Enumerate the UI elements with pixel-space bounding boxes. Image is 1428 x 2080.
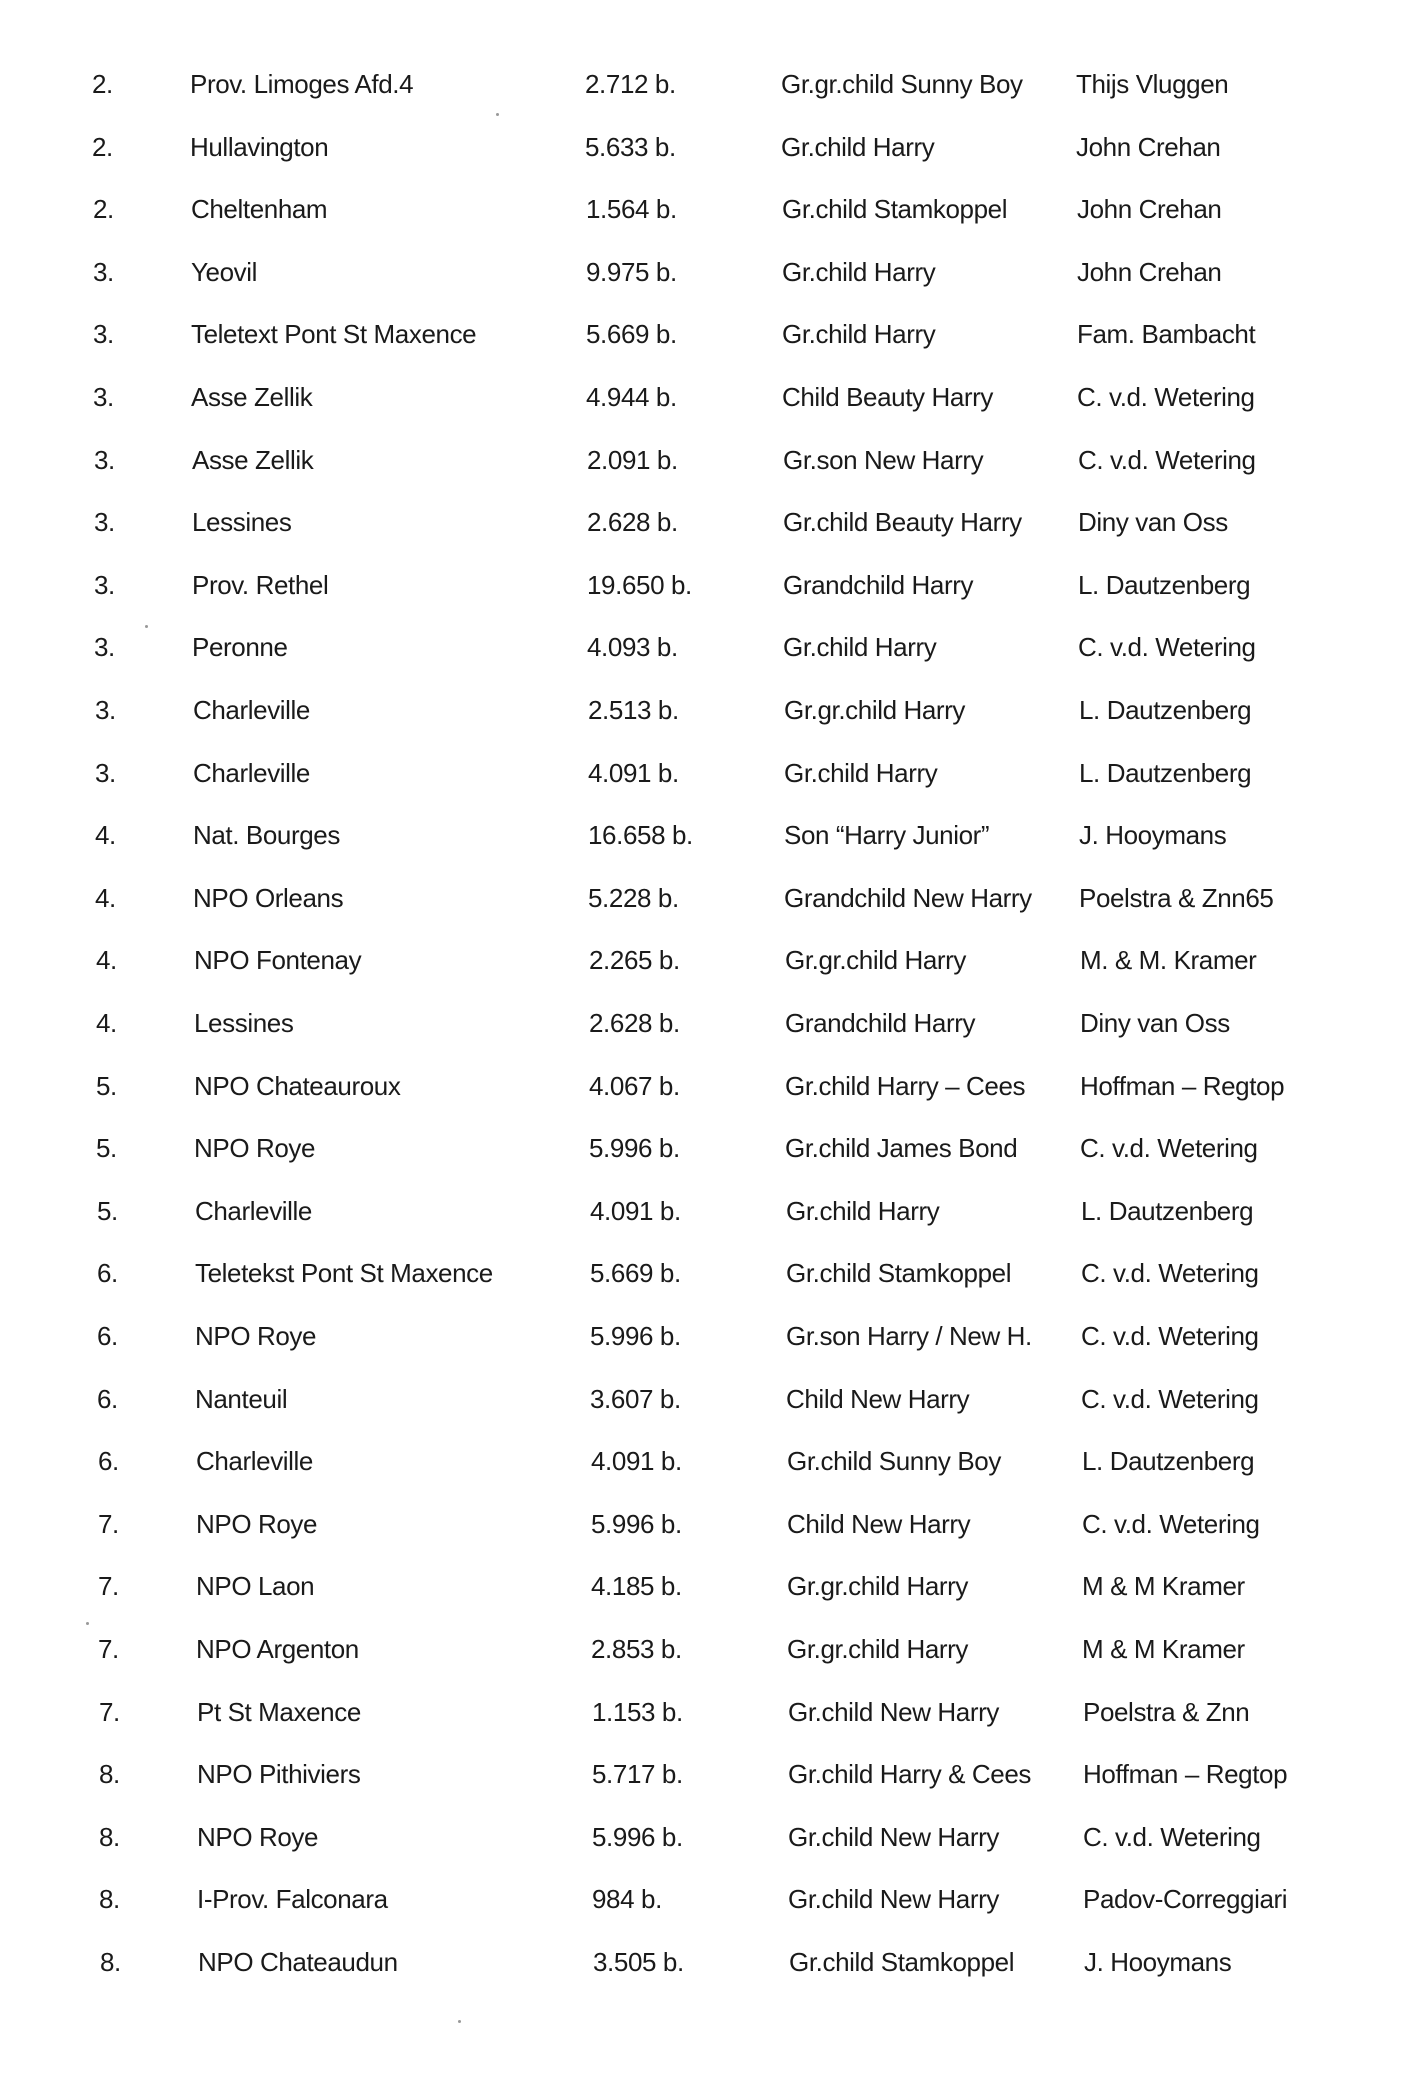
rank-cell: 8. [99,1884,120,1915]
location-cell: Lessines [192,507,292,538]
result-row [0,1128,1428,1168]
scan-speck [86,1622,89,1625]
location-cell: NPO Roye [196,1508,318,1539]
rank-cell: 5. [96,1133,117,1164]
pigeon-description-cell: Grandchild Harry [785,1008,976,1038]
pigeon-description-cell: Gr.child Harry [786,1195,940,1226]
result-row [0,1629,1428,1669]
location-cell: NPO Roye [197,1821,319,1852]
pigeon-description-cell: Gr.gr.child Sunny Boy [781,69,1023,99]
result-row [0,1191,1428,1231]
pigeon-description-cell: Child New Harry [787,1508,971,1539]
pigeon-description-cell: Gr.gr.child Harry [787,1571,969,1602]
birds-count-cell: 5.669 b. [590,1258,681,1289]
rank-cell: 7. [98,1571,119,1602]
result-row [0,440,1428,480]
owner-cell: L. Dautzenberg [1079,695,1252,725]
result-row [0,565,1428,605]
location-cell: Charleville [193,695,310,725]
owner-cell: C. v.d. Wetering [1081,1321,1259,1351]
location-cell: NPO Chateaudun [198,1947,398,1977]
rank-cell: 3. [94,444,115,475]
pigeon-description-cell: Gr.child Beauty Harry [783,507,1022,538]
rank-cell: 8. [99,1759,120,1790]
rank-cell: 3. [93,382,114,412]
birds-count-cell: 4.091 b. [590,1195,681,1226]
birds-count-cell: 4.944 b. [586,382,677,412]
pigeon-description-cell: Gr.child Harry [782,319,936,350]
result-row [0,189,1428,229]
pigeon-description-cell: Gr.child New Harry [788,1696,999,1727]
rank-cell: 4. [95,820,116,851]
location-cell: NPO Roye [195,1321,317,1351]
location-cell: Hullavington [190,131,329,162]
owner-cell: John Crehan [1076,131,1221,162]
owner-cell: C. v.d. Wetering [1078,444,1256,475]
birds-count-cell: 4.067 b. [589,1070,680,1101]
pigeon-description-cell: Gr.child Harry [783,632,937,663]
pigeon-description-cell: Gr.child Harry – Cees [785,1070,1026,1101]
birds-count-cell: 4.185 b. [591,1571,682,1602]
owner-cell: Diny van Oss [1080,1008,1230,1038]
rank-cell: 5. [96,1070,117,1101]
owner-cell: Padov-Correggiari [1083,1884,1288,1915]
birds-count-cell: 5.996 b. [589,1133,680,1164]
location-cell: NPO Argenton [196,1634,359,1664]
location-cell: Nanteuil [195,1383,288,1414]
pigeon-description-cell: Son “Harry Junior” [784,820,990,851]
rank-cell: 4. [95,882,116,913]
pigeon-description-cell: Gr.child New Harry [788,1821,999,1852]
pigeon-description-cell: Gr.child Harry [782,256,936,287]
rank-cell: 8. [100,1947,121,1977]
birds-count-cell: 5.996 b. [590,1321,681,1351]
location-cell: NPO Pithiviers [197,1759,361,1790]
pigeon-description-cell: Grandchild Harry [783,569,974,600]
result-row [0,815,1428,855]
result-row [0,1379,1428,1419]
rank-cell: 7. [98,1508,119,1539]
location-cell: NPO Laon [196,1571,315,1602]
result-row [0,1003,1428,1043]
rank-cell: 3. [93,319,114,350]
birds-count-cell: 5.996 b. [591,1508,682,1539]
birds-count-cell: 1.564 b. [586,194,677,225]
result-row [0,1253,1428,1293]
owner-cell: M & M Kramer [1082,1571,1245,1602]
owner-cell: L. Dautzenberg [1081,1195,1254,1226]
rank-cell: 6. [97,1321,118,1351]
birds-count-cell: 5.996 b. [592,1821,683,1852]
birds-count-cell: 5.633 b. [585,131,676,162]
location-cell: Teletekst Pont St Maxence [195,1258,493,1289]
result-row [0,878,1428,918]
location-cell: I-Prov. Falconara [197,1884,388,1915]
birds-count-cell: 5.717 b. [592,1759,683,1790]
pigeon-description-cell: Gr.child James Bond [785,1133,1018,1164]
birds-count-cell: 16.658 b. [588,820,693,851]
rank-cell: 3. [94,632,115,663]
owner-cell: C. v.d. Wetering [1081,1383,1259,1414]
result-row [0,753,1428,793]
owner-cell: C. v.d. Wetering [1081,1258,1259,1289]
owner-cell: C. v.d. Wetering [1078,632,1256,663]
birds-count-cell: 2.265 b. [589,945,680,976]
result-row [0,1066,1428,1106]
scan-speck [496,113,499,116]
result-row [0,1504,1428,1544]
location-cell: Prov. Limoges Afd.4 [190,69,414,99]
result-row [0,1316,1428,1356]
location-cell: Charleville [193,757,310,788]
rank-cell: 3. [94,569,115,600]
birds-count-cell: 3.505 b. [593,1947,684,1977]
location-cell: NPO Orleans [193,882,344,913]
owner-cell: Thijs Vluggen [1076,69,1229,99]
result-row [0,377,1428,417]
location-cell: Asse Zellik [192,444,314,475]
owner-cell: L. Dautzenberg [1078,569,1251,600]
location-cell: NPO Roye [194,1133,316,1164]
pigeon-description-cell: Gr.child Sunny Boy [787,1446,1001,1477]
birds-count-cell: 2.853 b. [591,1634,682,1664]
location-cell: Charleville [196,1446,313,1477]
rank-cell: 3. [93,256,114,287]
rank-cell: 3. [95,695,116,725]
pigeon-description-cell: Gr.gr.child Harry [785,945,967,976]
location-cell: Asse Zellik [191,382,313,412]
rank-cell: 5. [97,1195,118,1226]
result-row [0,690,1428,730]
owner-cell: M & M Kramer [1082,1634,1245,1664]
birds-count-cell: 2.513 b. [588,695,679,725]
scan-speck [145,625,148,628]
rank-cell: 2. [92,69,113,99]
pigeon-description-cell: Gr.child Stamkoppel [786,1258,1012,1289]
owner-cell: Hoffman – Regtop [1083,1759,1288,1790]
result-row [0,502,1428,542]
result-row [0,940,1428,980]
pigeon-description-cell: Gr.child Stamkoppel [789,1947,1015,1977]
location-cell: Pt St Maxence [197,1696,361,1727]
pigeon-description-cell: Child New Harry [786,1383,970,1414]
birds-count-cell: 2.628 b. [587,507,678,538]
owner-cell: Poelstra & Znn65 [1079,882,1274,913]
result-row [0,1879,1428,1919]
rank-cell: 4. [96,945,117,976]
rank-cell: 7. [98,1634,119,1664]
pigeon-description-cell: Gr.son New Harry [783,444,984,475]
rank-cell: 2. [92,131,113,162]
rank-cell: 3. [95,757,116,788]
location-cell: Charleville [195,1195,312,1226]
result-row [0,1754,1428,1794]
rank-cell: 6. [97,1258,118,1289]
birds-count-cell: 5.669 b. [586,319,677,350]
owner-cell: Hoffman – Regtop [1080,1070,1285,1101]
location-cell: Cheltenham [191,194,328,225]
birds-count-cell: 5.228 b. [588,882,679,913]
pigeon-description-cell: Gr.child Harry [781,131,935,162]
rank-cell: 4. [96,1008,117,1038]
pigeon-description-cell: Gr.child Harry [784,757,938,788]
location-cell: NPO Chateauroux [194,1070,401,1101]
owner-cell: John Crehan [1077,256,1222,287]
result-row [0,627,1428,667]
location-cell: Teletext Pont St Maxence [191,319,477,350]
birds-count-cell: 2.091 b. [587,444,678,475]
result-row [0,1942,1428,1982]
birds-count-cell: 9.975 b. [586,256,677,287]
location-cell: Lessines [194,1008,294,1038]
pigeon-description-cell: Gr.child Harry & Cees [788,1759,1032,1790]
result-row [0,1692,1428,1732]
location-cell: Prov. Rethel [192,569,329,600]
owner-cell: L. Dautzenberg [1082,1446,1255,1477]
birds-count-cell: 2.628 b. [589,1008,680,1038]
result-row [0,252,1428,292]
birds-count-cell: 984 b. [592,1884,662,1915]
scan-speck [458,2020,461,2023]
location-cell: Yeovil [191,256,258,287]
pigeon-description-cell: Gr.son Harry / New H. [786,1321,1032,1351]
pigeon-description-cell: Gr.gr.child Harry [787,1634,969,1664]
result-row [0,64,1428,104]
result-row [0,127,1428,167]
owner-cell: Poelstra & Znn [1083,1696,1250,1727]
birds-count-cell: 1.153 b. [592,1696,683,1727]
rank-cell: 6. [97,1383,118,1414]
owner-cell: John Crehan [1077,194,1222,225]
pigeon-description-cell: Gr.gr.child Harry [784,695,966,725]
result-row [0,314,1428,354]
rank-cell: 3. [94,507,115,538]
owner-cell: Fam. Bambacht [1077,319,1256,350]
pigeon-description-cell: Gr.child Stamkoppel [782,194,1008,225]
birds-count-cell: 3.607 b. [590,1383,681,1414]
rank-cell: 2. [93,194,114,225]
rank-cell: 7. [99,1696,120,1727]
pigeon-description-cell: Child Beauty Harry [782,382,993,412]
owner-cell: J. Hooymans [1079,820,1227,851]
owner-cell: C. v.d. Wetering [1080,1133,1258,1164]
birds-count-cell: 4.091 b. [588,757,679,788]
owner-cell: C. v.d. Wetering [1083,1821,1261,1852]
pigeon-description-cell: Grandchild New Harry [784,882,1032,913]
result-row [0,1566,1428,1606]
result-row [0,1441,1428,1481]
birds-count-cell: 4.093 b. [587,632,678,663]
location-cell: Nat. Bourges [193,820,340,851]
birds-count-cell: 19.650 b. [587,569,692,600]
location-cell: Peronne [192,632,288,663]
birds-count-cell: 4.091 b. [591,1446,682,1477]
result-row [0,1817,1428,1857]
rank-cell: 6. [98,1446,119,1477]
owner-cell: C. v.d. Wetering [1077,382,1255,412]
rank-cell: 8. [99,1821,120,1852]
pigeon-description-cell: Gr.child New Harry [788,1884,999,1915]
owner-cell: Diny van Oss [1078,507,1228,538]
owner-cell: M. & M. Kramer [1080,945,1257,976]
owner-cell: C. v.d. Wetering [1082,1508,1260,1539]
location-cell: NPO Fontenay [194,945,362,976]
birds-count-cell: 2.712 b. [585,69,676,99]
owner-cell: L. Dautzenberg [1079,757,1252,788]
owner-cell: J. Hooymans [1084,1947,1232,1977]
